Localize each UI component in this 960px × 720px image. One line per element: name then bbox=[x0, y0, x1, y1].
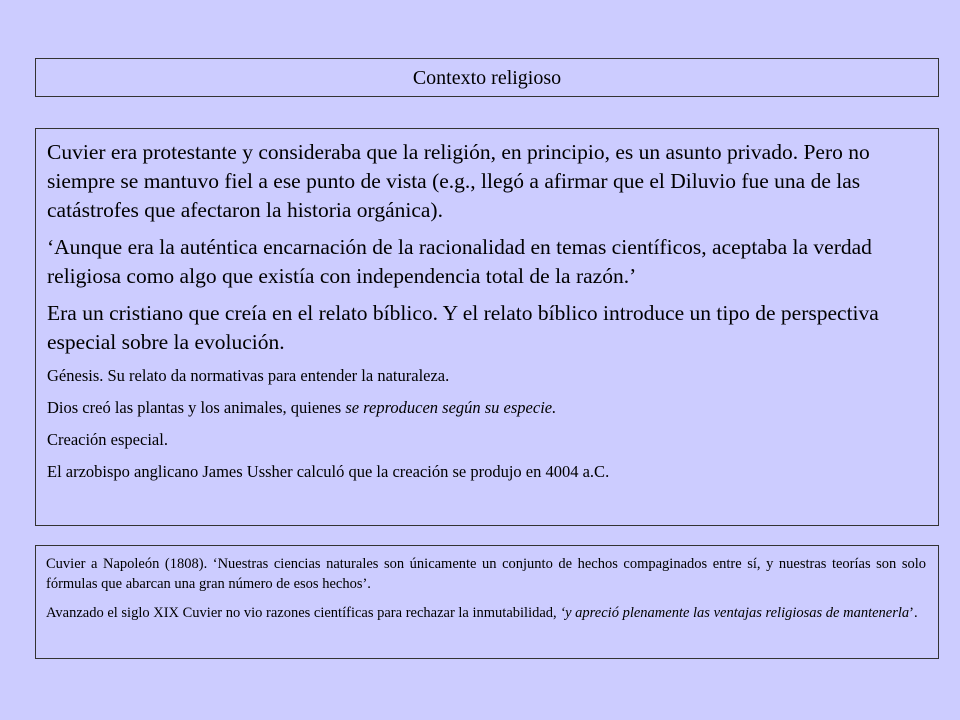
immutability-italic: ‘y apreció plenamente las ventajas religiosas de mantenerla bbox=[560, 605, 910, 621]
slide-title: Contexto religioso bbox=[412, 67, 562, 89]
note-immutability bbox=[46, 603, 926, 623]
paragraph-genesis: Génesis. Su relato da normativas para entender la naturaleza. bbox=[47, 366, 450, 385]
immutability-end: ’. bbox=[909, 605, 918, 621]
creation-species-text: Dios creó las plantas y los animales, quienes bbox=[47, 398, 346, 417]
note-napoleon: Cuvier a Napoleón (1808). ‘Nuestras ciencias naturales son únicamente un conjunto de hechos compaginados entre sí, y nuestras teorías son solo fórmulas que abarcan una gran número de esos hechos’. bbox=[46, 556, 926, 592]
paragraph-protestant: Cuvier era protestante y consideraba que la religión, en principio, es un asunto privado. Pero no siempre se mantuvo fiel a ese punto de vista (e.g., llegó a afirmar que el Diluvio fue una de las catástrofes que afectaron la historia orgánica). bbox=[47, 140, 870, 222]
notes-box bbox=[35, 545, 939, 659]
paragraph-creation-species bbox=[47, 397, 926, 419]
immutability-text: Avanzado el siglo XIX Cuvier no vio razones científicas para rechazar la inmutabilidad, bbox=[46, 605, 561, 621]
creation-species-italic: se reproducen según su especie. bbox=[345, 398, 557, 417]
paragraph-quote-rationality: ‘Aunque era la auténtica encarnación de la racionalidad en temas científicos, aceptaba la verdad religiosa como algo que existía con independencia total de la razón.’ bbox=[47, 235, 872, 288]
title-box bbox=[35, 58, 939, 97]
paragraph-biblical-account: Era un cristiano que creía en el relato bíblico. Y el relato bíblico introduce un tipo de perspectiva especial sobre la evolución. bbox=[47, 301, 879, 354]
paragraph-special-creation: Creación especial. bbox=[47, 430, 168, 449]
main-text-box bbox=[35, 128, 939, 526]
paragraph-ussher: El arzobispo anglicano James Ussher calculó que la creación se produjo en 4004 a.C. bbox=[47, 462, 610, 481]
